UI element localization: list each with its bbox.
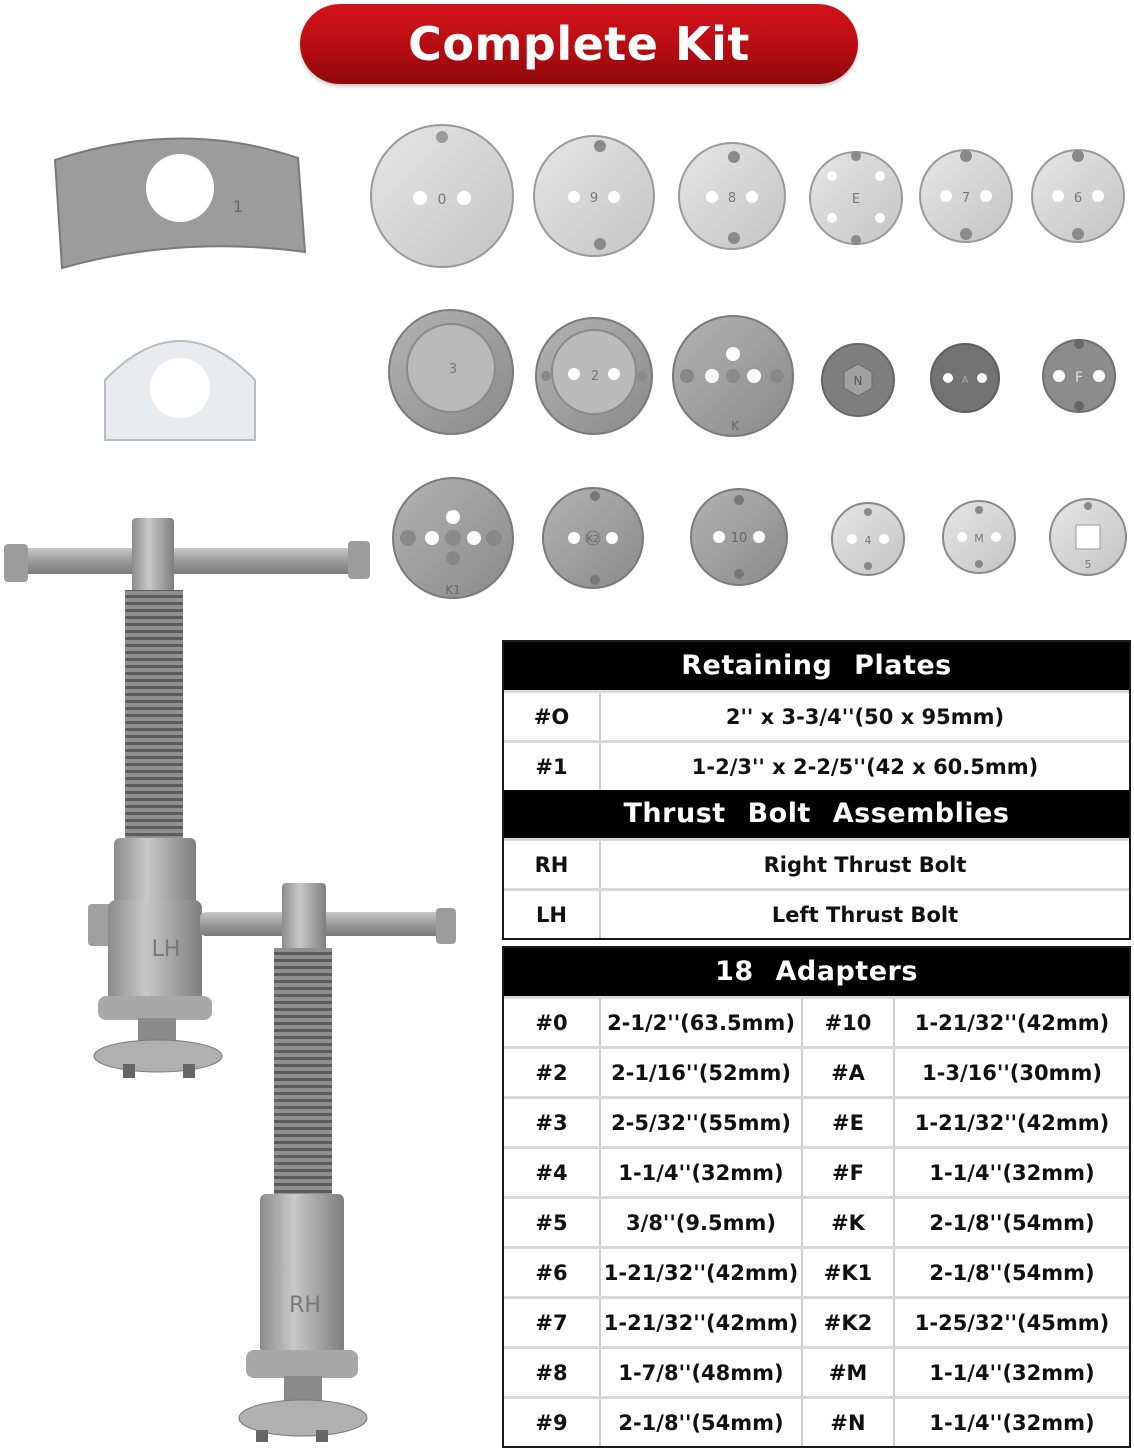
table-row bbox=[504, 1146, 1129, 1196]
adapter-discs bbox=[371, 125, 1126, 598]
cell-size: 1-21/32''(42mm) bbox=[599, 1249, 801, 1296]
table-row bbox=[504, 740, 1129, 790]
table-row bbox=[504, 1046, 1129, 1096]
table-row bbox=[504, 1096, 1129, 1146]
adapter-disc-8 bbox=[679, 143, 785, 249]
spec-tables bbox=[502, 640, 1131, 1454]
cell-size: 2-5/32''(55mm) bbox=[599, 1099, 801, 1146]
disc-label: K bbox=[731, 419, 739, 433]
cell-id: #7 bbox=[535, 1310, 568, 1335]
table-row bbox=[504, 1196, 1129, 1246]
plate-label: 1 bbox=[232, 197, 244, 216]
cell-size: 1-1/4''(32mm) bbox=[893, 1349, 1129, 1396]
cell-id: #0 bbox=[535, 1010, 568, 1035]
adapter-disc-6 bbox=[1032, 150, 1124, 242]
disc-label: 2 bbox=[590, 369, 600, 384]
disc-label: 6 bbox=[1073, 191, 1083, 206]
table-header: 18 Adapters bbox=[504, 948, 1129, 996]
adapters-table bbox=[502, 946, 1131, 1448]
adapter-disc-N bbox=[822, 344, 894, 416]
disc-label: 5 bbox=[1084, 558, 1092, 571]
cell-id: #1 bbox=[535, 754, 568, 779]
disc-label: 4 bbox=[864, 534, 872, 547]
table-header: Retaining Plates bbox=[504, 642, 1129, 690]
adapter-disc-2 bbox=[536, 318, 652, 434]
retaining-plate-0 bbox=[105, 341, 255, 440]
cell-desc: Left Thrust Bolt bbox=[599, 891, 1129, 938]
rh-thrust-bolt-tool bbox=[200, 883, 456, 1442]
cell-id: #4 bbox=[535, 1160, 568, 1185]
disc-label: K2 bbox=[586, 534, 600, 545]
table-row bbox=[504, 690, 1129, 740]
cell-id: LH bbox=[536, 902, 567, 927]
cell-size: 2-1/8''(54mm) bbox=[893, 1199, 1129, 1246]
table-row bbox=[504, 1296, 1129, 1346]
cell-size: 1-25/32''(45mm) bbox=[893, 1299, 1129, 1346]
disc-label: A bbox=[961, 375, 969, 386]
table-row bbox=[504, 996, 1129, 1046]
table-header: Thrust Bolt Assemblies bbox=[504, 790, 1129, 838]
disc-label: 7 bbox=[961, 191, 971, 206]
cell-id: #N bbox=[801, 1399, 893, 1446]
cell-size: 1-3/16''(30mm) bbox=[893, 1049, 1129, 1096]
cell-size: 2-1/16''(52mm) bbox=[599, 1049, 801, 1096]
cell-desc: Right Thrust Bolt bbox=[599, 841, 1129, 888]
cell-id: #E bbox=[801, 1099, 893, 1146]
tool-label: RH bbox=[289, 1293, 321, 1318]
cell-size: 1-1/4''(32mm) bbox=[893, 1399, 1129, 1446]
cell-size: 2-1/8''(54mm) bbox=[893, 1249, 1129, 1296]
cell-size: 1-1/4''(32mm) bbox=[599, 1149, 801, 1196]
cell-id: #K bbox=[801, 1199, 893, 1246]
table-row bbox=[504, 1246, 1129, 1296]
adapter-disc-4 bbox=[832, 503, 904, 575]
cell-id: #O bbox=[533, 704, 570, 729]
cell-id: #F bbox=[801, 1149, 893, 1196]
cell-id: #A bbox=[801, 1049, 893, 1096]
cell-id: #K2 bbox=[801, 1299, 893, 1346]
table-row bbox=[504, 1396, 1129, 1446]
cell-size: 1-21/32''(42mm) bbox=[893, 999, 1129, 1046]
table-row bbox=[504, 1346, 1129, 1396]
cell-size: 3/8''(9.5mm) bbox=[599, 1199, 801, 1246]
disc-label: M bbox=[974, 532, 984, 545]
adapter-disc-F bbox=[1043, 339, 1115, 412]
table-row bbox=[504, 838, 1129, 888]
banner-title: Complete Kit bbox=[408, 17, 750, 71]
disc-label: K1 bbox=[445, 583, 461, 597]
disc-label: 9 bbox=[589, 191, 599, 206]
cell-id: #2 bbox=[535, 1060, 568, 1085]
tool-label: LH bbox=[151, 937, 181, 962]
cell-size: 2-1/8''(54mm) bbox=[599, 1399, 801, 1446]
adapter-disc-0 bbox=[371, 125, 513, 267]
adapter-disc-A bbox=[931, 344, 999, 412]
disc-label: 10 bbox=[730, 531, 748, 546]
table-row bbox=[504, 888, 1129, 938]
adapter-disc-5 bbox=[1050, 499, 1126, 575]
adapter-disc-3 bbox=[389, 310, 513, 434]
cell-size: 1-2/3'' x 2-2/5''(42 x 60.5mm) bbox=[599, 743, 1129, 790]
retaining-plates-table bbox=[502, 640, 1131, 940]
adapter-disc-K bbox=[673, 316, 793, 436]
adapter-disc-K2 bbox=[543, 488, 643, 588]
disc-label: 8 bbox=[727, 191, 737, 206]
disc-label: N bbox=[853, 374, 863, 388]
cell-id: #8 bbox=[535, 1360, 568, 1385]
cell-id: #10 bbox=[801, 999, 893, 1046]
cell-size: 2-1/2''(63.5mm) bbox=[599, 999, 801, 1046]
cell-size: 1-21/32''(42mm) bbox=[893, 1099, 1129, 1146]
disc-label: 0 bbox=[437, 192, 447, 208]
cell-size: 1-1/4''(32mm) bbox=[893, 1149, 1129, 1196]
disc-label: 3 bbox=[448, 362, 458, 377]
cell-id: #M bbox=[801, 1349, 893, 1396]
cell-id: #9 bbox=[535, 1410, 568, 1435]
cell-id: #5 bbox=[535, 1210, 568, 1235]
adapter-disc-M bbox=[943, 501, 1015, 573]
cell-id: #K1 bbox=[801, 1249, 893, 1296]
adapter-disc-10 bbox=[691, 489, 787, 585]
adapter-disc-K1 bbox=[393, 478, 513, 598]
cell-id: #6 bbox=[535, 1260, 568, 1285]
adapter-disc-9 bbox=[534, 136, 654, 256]
cell-size: 1-7/8''(48mm) bbox=[599, 1349, 801, 1396]
cell-id: RH bbox=[534, 852, 569, 877]
adapter-disc-7 bbox=[920, 150, 1012, 242]
retaining-plate-1 bbox=[55, 138, 305, 268]
disc-label: F bbox=[1074, 370, 1084, 386]
cell-size: 1-21/32''(42mm) bbox=[599, 1299, 801, 1346]
disc-label: E bbox=[851, 192, 861, 207]
adapter-disc-E bbox=[810, 151, 902, 245]
cell-id: #3 bbox=[535, 1110, 568, 1135]
cell-size: 2'' x 3-3/4''(50 x 95mm) bbox=[599, 693, 1129, 740]
